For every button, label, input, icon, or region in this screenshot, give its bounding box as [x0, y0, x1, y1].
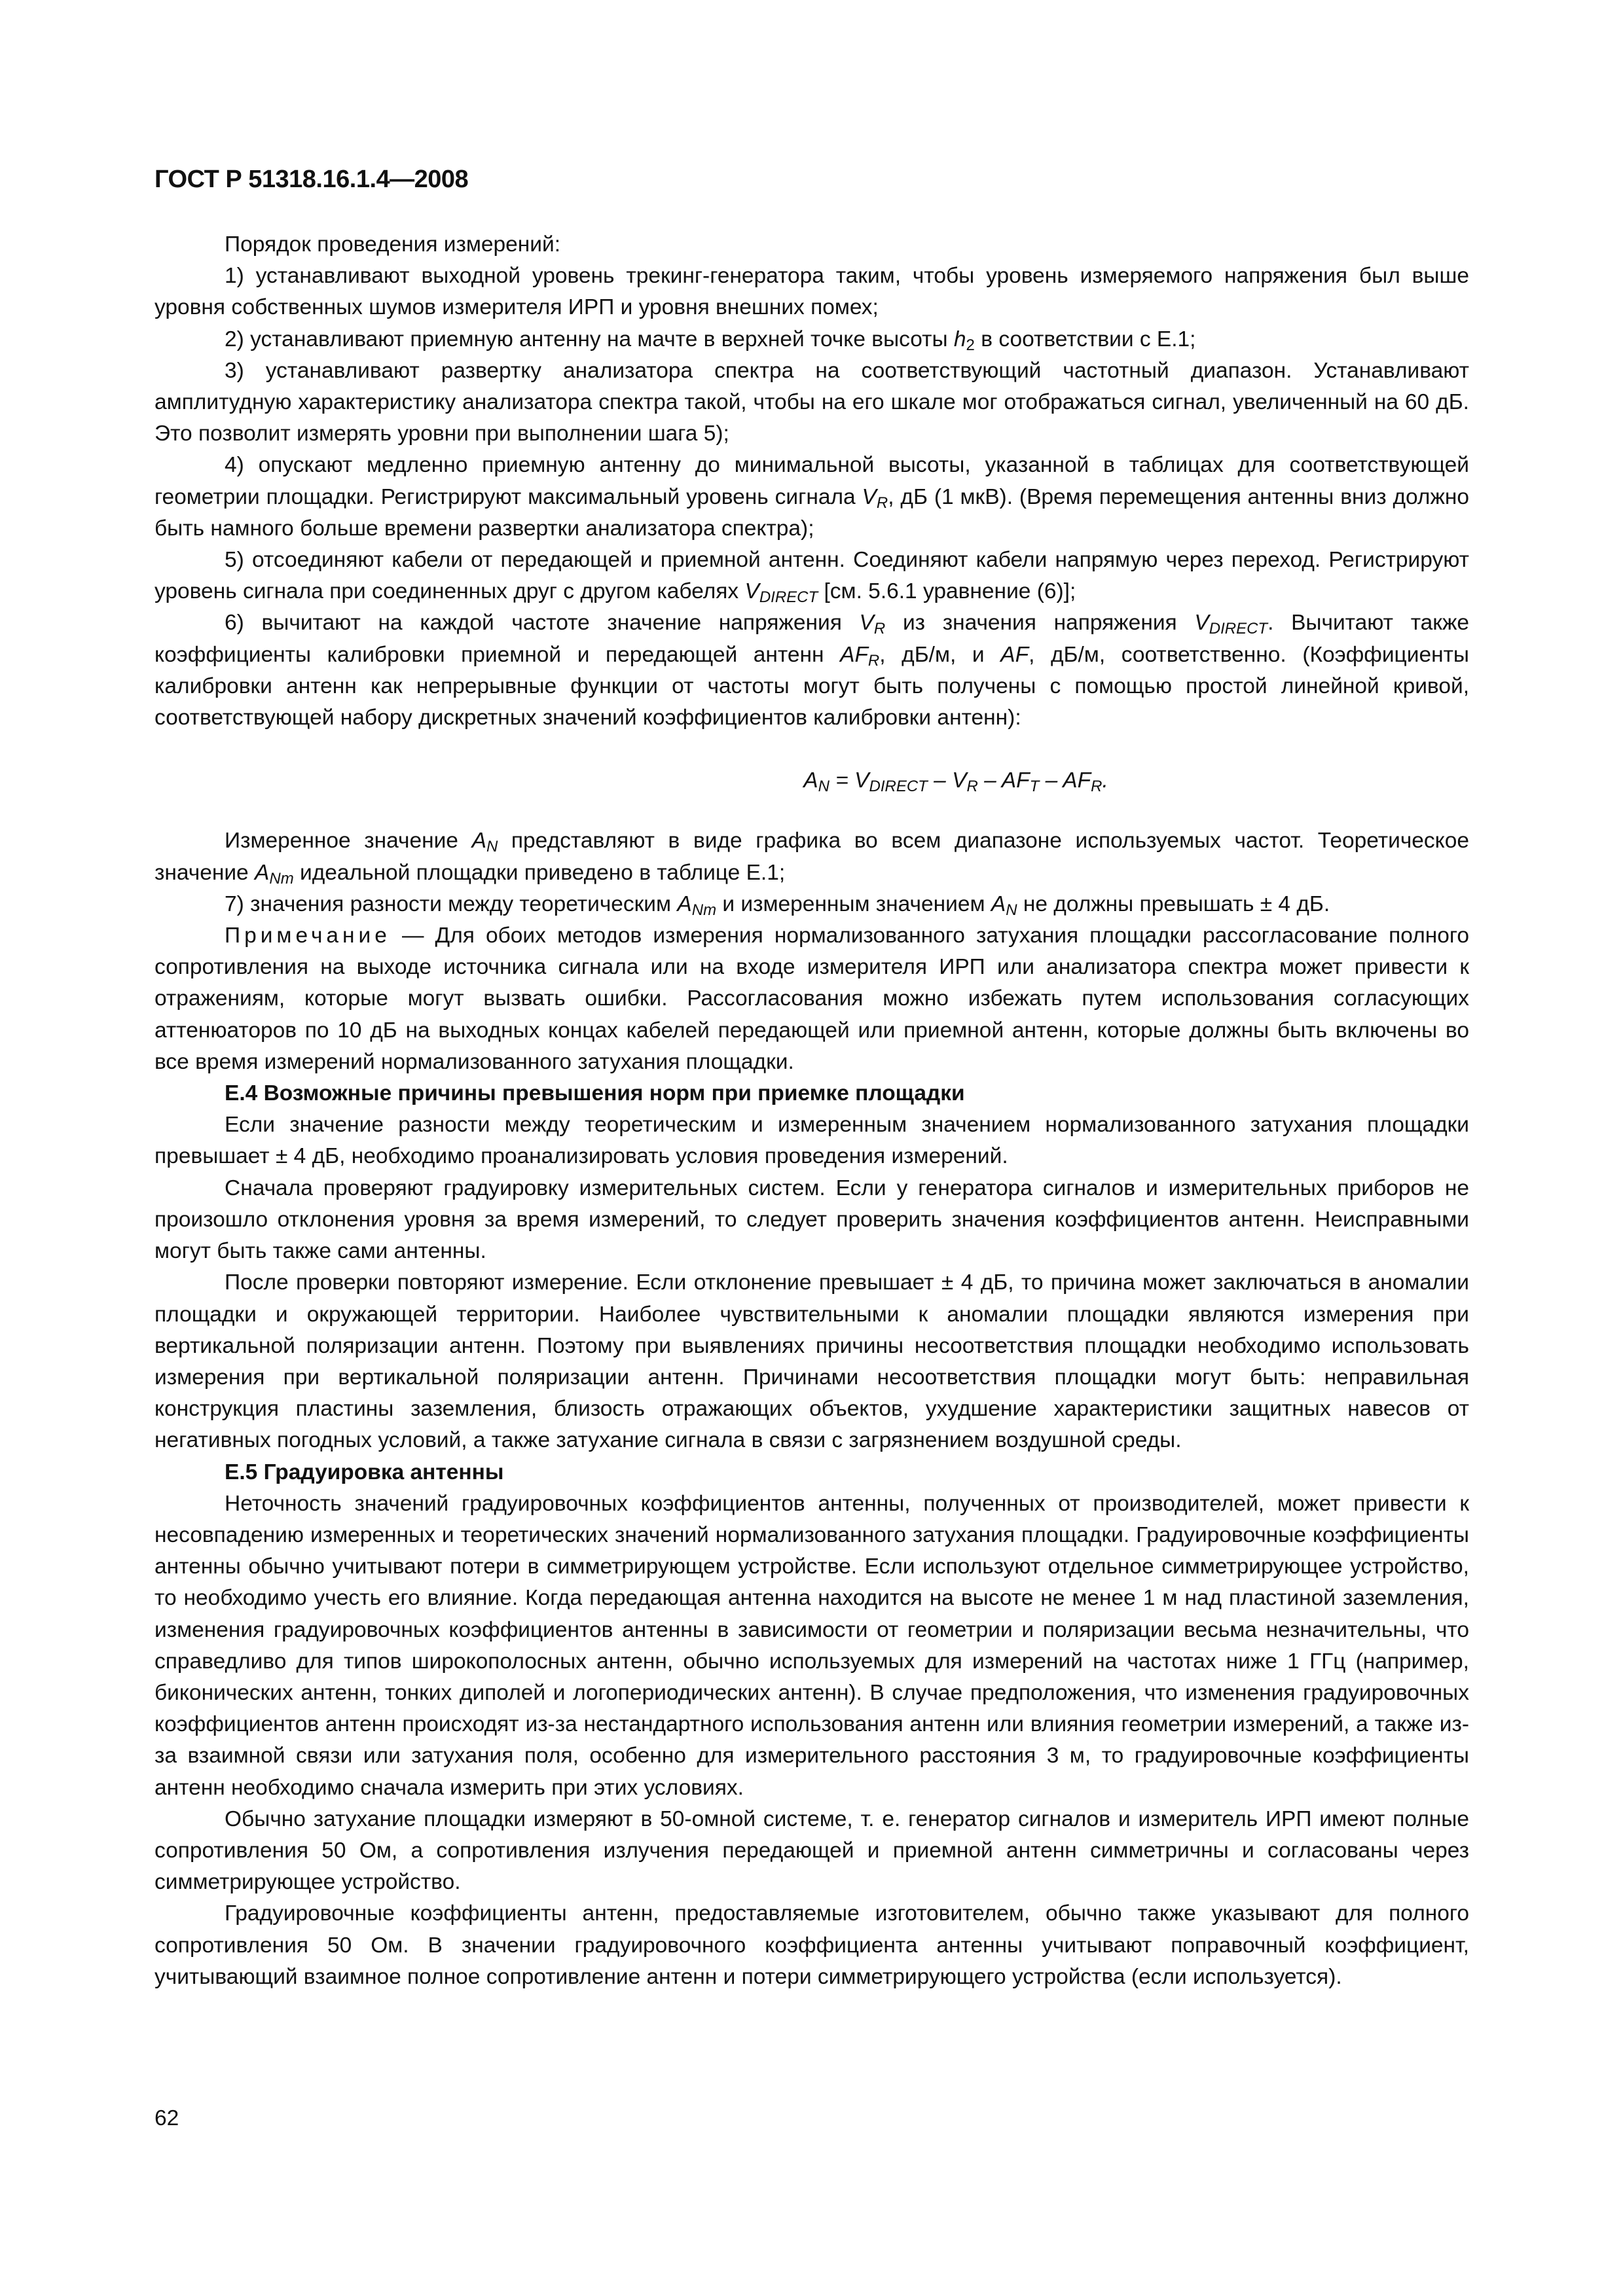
- paragraph: После проверки повторяют измерение. Если отклонение превышает ± 4 дБ, то причина может заключаться в аномалии площадки и окружающей территории. Наиболее чувствительными к аномалии площадки являются измерения при вертикальной поляризации антенн. Поэтому при выявлениях причины несоответствия площадки необходимо использовать измерения при вертикальной поляризации антенн. Причинами несоответствия площадки могут быть: неправильная конструкция пластины заземления, близость отражающих объектов, ухудшение характеристики защитных навесов от негативных погодных условий, а также затухание сигнала в связи с загрязнением воздушной среды.: [155, 1270, 1469, 1453]
- paragraph: Обычно затухание площадки измеряют в 50-омной системе, т. е. генератор сигналов и измеритель ИРП имеют полные сопротивления 50 Ом, а сопротивления излучения передающей и приемной антенн симметричны и согласованы через симметрирующее устройство.: [155, 1806, 1469, 1895]
- paragraph: Неточность значений градуировочных коэффициентов антенны, полученных от производителей, может привести к несовпадению измеренных и теоретических значений нормализованного затухания площадки. Градуировочные коэффициенты антенны обычно учитывают потери в симметрирующем устройстве. Если используют отдельное симметрирующее устройство, то необходимо учесть его влияние. Когда передающая антенна находится на высоте не менее 1 м над пластиной заземления, изменения градуировочных коэффициентов антенны в зависимости от геометрии и поляризации весьма незначительны, что справедливо для типов широкополосных антенн, обычно используемых для измерений на частотах ниже 1 ГГц (например, биконических антенн, тонких диполей и логопериодических антенн). В случае предположения, что изменения градуировочных коэффициентов антенн происходят из-за нестандартного использования антенн или влияния геометрии измерений, а также из-за взаимной связи или затухания поля, особенно для измерительного расстояния 3 м, то градуировочные коэффициенты антенн необходимо сначала измерить при этих условиях.: [155, 1491, 1469, 1800]
- document-header: ГОСТ Р 51318.16.1.4—2008: [155, 166, 469, 193]
- paragraph: Сначала проверяют градуировку измерительных систем. Если у генератора сигналов и измерительных приборов не произошло отклонения уровня за время измерений, то следует проверить значения коэффициентов антенн. Неисправными могут быть также сами антенны.: [155, 1175, 1469, 1264]
- list-item: 6) вычитают на каждой частоте значение напряжения $V_R$ из значения напряжения $V_{DIRECT}$. Вычитают также коэффициенты калибровки приемной и передающей антенн $AF_R$, дБ/м, и AF, дБ/м, соответственно. (Коэффициенты калибровки антенн как непрерывные функции от частоты могут быть получены с помощью простой линейной кривой, соответствующей набору дискретных значений коэффициентов калибровки антенн):: [155, 611, 1470, 730]
- document-page: [155, 164, 1469, 1993]
- section-heading-e5: Е.5 Градуировка антенны: [225, 1460, 504, 1484]
- list-item: 3) устанавливают развертку анализатора спектра на соответствующий частотный диапазон. Устанавливают амплитудную характеристику анализатора спектра такой, чтобы на его шкале мог отображаться сигнал, увеличенный на 60 дБ. Это позволит измерять уровни при выполнении шага 5);: [155, 358, 1469, 446]
- list-item: 2) устанавливают приемную антенну на мачте в верхней точке высоты $h_2$ в соответствии с Е.1;: [225, 327, 1196, 354]
- note: Примечание — Для обоих методов измерения нормализованного затухания площадки рассогласование полного сопротивления на выходе источника сигнала или на входе измерителя ИРП или анализатора спектра может привести к отражениям, которые могут вызвать ошибки. Рассогласования можно избежать путем использования согласующих аттенюаторов по 10 дБ на выходных концах кабелей передающей или приемной антенн, которые должны быть включены во все время измерений нормализованного затухания площадки.: [155, 924, 1469, 1074]
- list-item: 7) значения разности между теоретическим $A_{Nm}$ и измеренным значением $A_N$ не должны превышать ± 4 дБ.: [225, 891, 1330, 919]
- note-label: Примечание: [225, 924, 391, 948]
- list-item: 5) отсоединяют кабели от передающей и приемной антенн. Соединяют кабели напрямую через переход. Регистрируют уровень сигнала при соединенных друг с другом кабелях $V_{DIRECT}$ [см. 5.6.1 уравнение (6)];: [155, 548, 1469, 607]
- list-item: 1) устанавливают выходной уровень трекинг-генератора таким, чтобы уровень измеряемого напряжения был выше уровня собственных шумов измерителя ИРП и уровня внешних помех;: [155, 264, 1469, 320]
- paragraph: Градуировочные коэффициенты антенн, предоставляемые изготовителем, обычно также указывают для полного сопротивления 50 Ом. В значении градуировочного коэффициента антенны учитывают поправочный коэффициент, учитывающий взаимное полное сопротивление антенн и потери симметрирующего устройства (если используется).: [155, 1901, 1469, 1989]
- list-item: 4) опускают медленно приемную антенну до минимальной высоты, указанной в таблицах для соответствующей геометрии площадки. Регистрируют максимальный уровень сигнала $V_R$, дБ (1 мкВ). (Время перемещения антенны вниз должно быть намного больше времени развертки анализатора спектра);: [155, 453, 1469, 541]
- paragraph: Порядок проведения измерений:: [225, 232, 561, 257]
- section-heading-e4: Е.4 Возможные причины превышения норм при приемке площадки: [225, 1081, 965, 1106]
- paragraph: Если значение разности между теоретическим и измеренным значением нормализованного затухания площадки превышает ± 4 дБ, необходимо проанализировать условия проведения измерений.: [155, 1113, 1469, 1169]
- paragraph: Измеренное значение $A_N$ представляют в виде графика во всем диапазоне используемых частот. Теоретическое значение $A_{Nm}$ идеальной площадки приведено в таблице Е.1;: [155, 829, 1469, 888]
- page-number: 62: [155, 2106, 179, 2130]
- formula: $A_N = V_{DIRECT} - V_R - AF_T - AF_R$.: [803, 768, 1108, 796]
